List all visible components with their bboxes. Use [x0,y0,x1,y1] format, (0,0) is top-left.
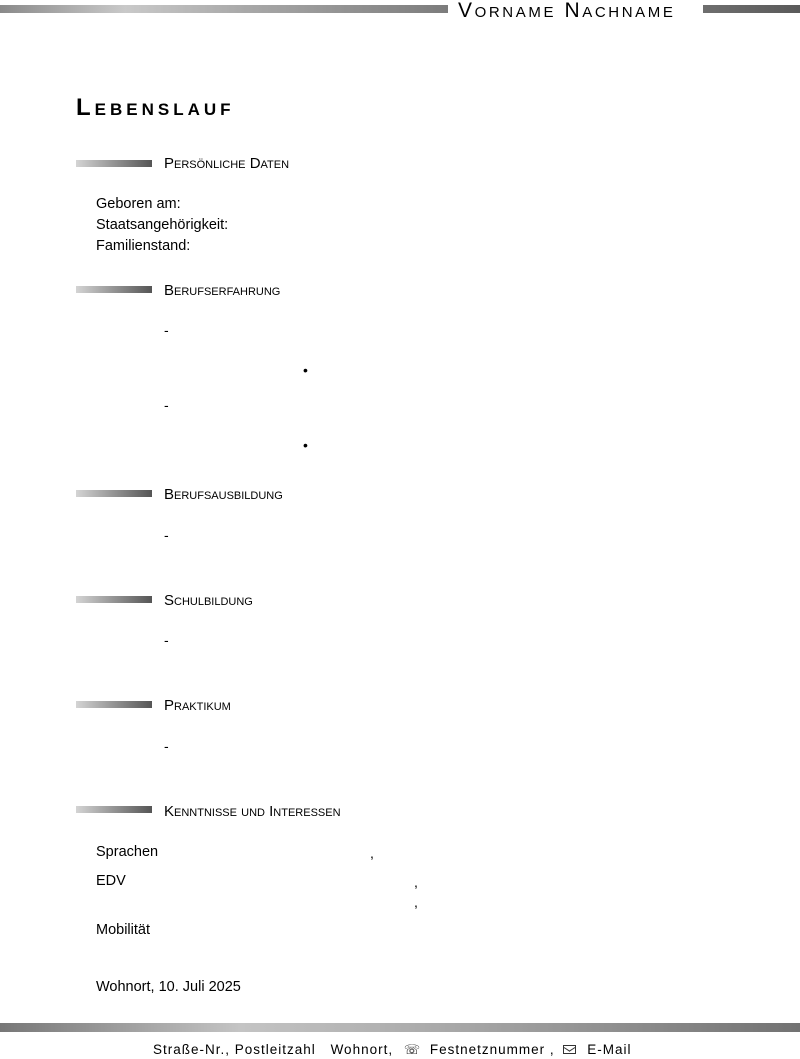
footer-address: Straße-Nr., Postleitzahl [153,1042,316,1057]
section-title-experience: Berufserfahrung [164,282,281,299]
experience-dash-2: - [164,397,169,413]
experience-dash-1: - [164,322,169,338]
field-birthdate-label: Geboren am: [96,196,181,212]
section-title-personal: Persönliche Daten [164,155,290,172]
field-nationality-label: Staatsangehörigkeit: [96,217,229,233]
section-bar-personal [76,160,152,167]
section-bar-skills [76,806,152,813]
footer-email: E-Mail [587,1042,632,1057]
skills-languages-label: Sprachen [96,844,159,860]
footer-bar [0,1023,800,1032]
place-date: Wohnort, 10. Juli 2025 [96,979,241,995]
header-name: Vorname Nachname [458,0,676,22]
header-bar-right [703,5,800,13]
experience-bullet-2: • [303,437,308,453]
header-bar-left [0,5,448,13]
skills-languages-comma: , [370,845,374,861]
training-dash: - [164,527,169,543]
section-bar-school [76,596,152,603]
mail-icon [563,1045,576,1054]
skills-mobility-label: Mobilität [96,922,150,938]
school-dash: - [164,632,169,648]
field-marital-status-label: Familienstand: [96,238,191,254]
section-bar-training [76,490,152,497]
section-title-internship: Praktikum [164,697,231,714]
experience-bullet-1: • [303,362,308,378]
document-title: Lebenslauf [76,94,235,121]
section-bar-experience [76,286,152,293]
internship-dash: - [164,738,169,754]
section-title-skills: Kenntnisse und Interessen [164,803,341,820]
section-bar-internship [76,701,152,708]
skills-it-comma-1: , [414,874,418,890]
skills-it-comma-2: , [414,894,418,910]
footer-contact [153,1042,631,1058]
section-title-school: Schulbildung [164,592,253,609]
section-title-training: Berufsausbildung [164,486,283,503]
phone-icon: ☏ [403,1042,422,1057]
footer-city: Wohnort, [330,1042,394,1057]
footer-phone: Festnetznummer , [429,1042,555,1057]
skills-it-label: EDV [96,873,126,889]
